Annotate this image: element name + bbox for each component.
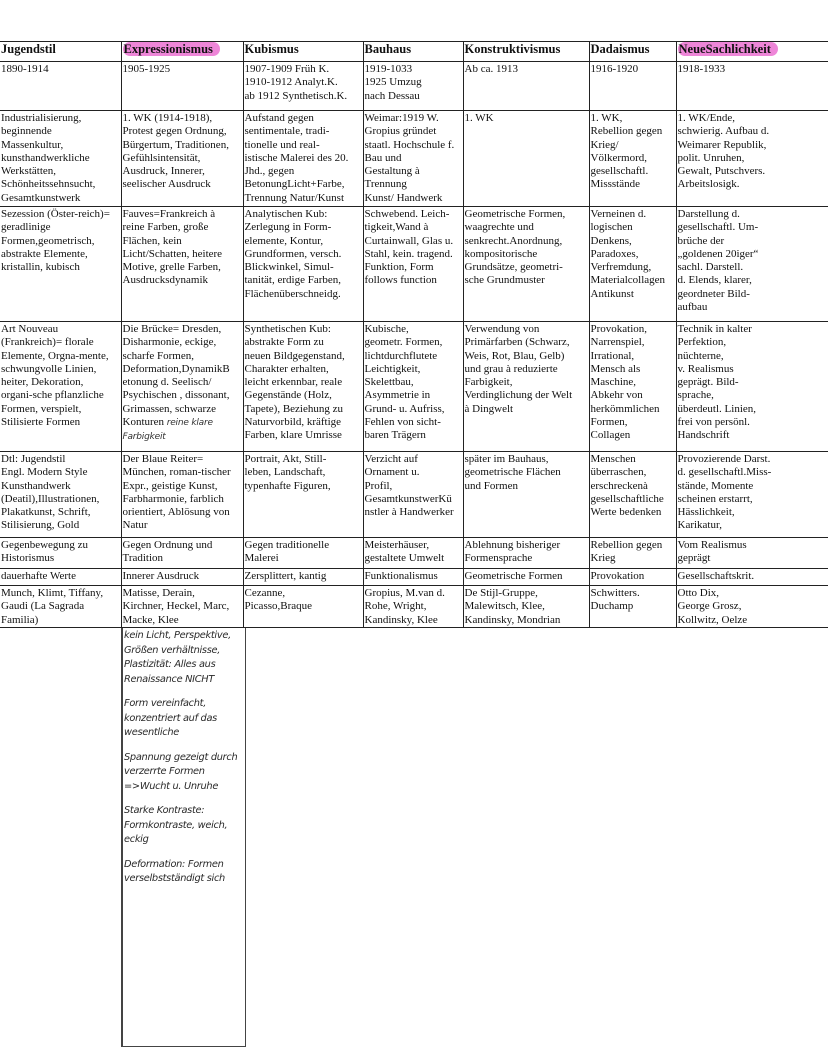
highlight-marker: Expressionismus	[123, 42, 220, 56]
header-bauhaus: Bauhaus	[363, 42, 463, 62]
header-kubismus: Kubismus	[243, 42, 363, 62]
row-dates	[0, 62, 828, 111]
table-cell: Portrait, Akt, Still- leben, Landschaft, typenhafte Figuren,	[243, 452, 363, 538]
table-cell: Rebellion gegen Krieg	[589, 538, 676, 569]
header-jugendstil: Jugendstil	[0, 42, 121, 62]
table-cell: 1. WK	[463, 111, 589, 207]
table-cell: 1918-1933	[676, 62, 828, 111]
table-cell: Provozierende Darst. d. gesellschaftl.Miss- stände, Momente scheinen erstarrt, Hässlichkeit, Karikatur,	[676, 452, 828, 538]
table-cell: Provokation	[589, 569, 676, 586]
table-cell: 1890-1914	[0, 62, 121, 111]
table-cell: Cezanne, Picasso,Braque	[243, 586, 363, 628]
table-cell: Geometrische Formen, waagrechte und senkrecht.Anordnung, kompositorische Grundsätze, geometri- sche Grundmuster	[463, 207, 589, 322]
table-cell: Ab ca. 1913	[463, 62, 589, 111]
table-cell: Technik in kalter Perfektion, nüchterne, v. Realismus geprägt. Bild- sprache, überdeutl. Linien, frei von persönl. Handschrift	[676, 322, 828, 452]
row-further-form	[0, 452, 828, 538]
table-cell: Darstellung d. gesellschaftl. Um- brüche der „goldenen 20iger“ sachl. Darstell. d. Elends, klarer, geordneter Bild- aufbau	[676, 207, 828, 322]
handwritten-note: Deformation: Formen verselbstständigt sich	[124, 858, 225, 884]
table-cell: Gegen traditionelle Malerei	[243, 538, 363, 569]
table-cell: Matisse, Derain, Kirchner, Heckel, Marc, Macke, Klee	[121, 586, 243, 628]
art-styles-sheet	[0, 41, 828, 628]
table-cell: Aufstand gegen sentimentale, tradi- tionelle und real- istische Malerei des 20. Jhd., gegen BetonungLicht+Farbe, Trennung Natur/Kunst	[243, 111, 363, 207]
table-cell: Dtl: Jugendstil Engl. Modern Style Kunsthandwerk (Deatil),Illustrationen, Plakatkunst, Schrift, Stilisierung, Gold	[0, 452, 121, 538]
handwritten-note: Form vereinfacht, konzentriert auf das wesentliche	[124, 698, 217, 738]
highlight-marker: NeueSachlichkeit	[678, 42, 778, 56]
table-cell: Schwitters. Duchamp	[589, 586, 676, 628]
table-cell: Verwendung von Primärfarben (Schwarz, Weis, Rot, Blau, Gelb) und grau à reduzierte Farbigkeit, Verdinglichung der Welt à Dingwelt	[463, 322, 589, 452]
header-expressionismus	[121, 42, 243, 62]
table-cell: Menschen überraschen, erschreckenà gesellschaftliche Werte bedenken	[589, 452, 676, 538]
table-cell: Innerer Ausdruck	[121, 569, 243, 586]
row-opposition	[0, 538, 828, 569]
art-movements-table	[0, 41, 828, 628]
table-cell: 1. WK, Rebellion gegen Krieg/ Völkermord, gesellschaftl. Missstände	[589, 111, 676, 207]
header-dadaismus: Dadaismus	[589, 42, 676, 62]
table-cell: Analytischen Kub: Zerlegung in Form- elemente, Kontur, Grundformen, versch. Blickwinkel, Simul- tanität, erdige Farben, Flächenüberschneidg.	[243, 207, 363, 322]
table-cell: Gegen Ordnung und Tradition	[121, 538, 243, 569]
table-cell: 1905-1925	[121, 62, 243, 111]
table-cell: Ablehnung bisheriger Formensprache	[463, 538, 589, 569]
header-row	[0, 42, 828, 62]
table-cell: Gegenbewegung zu Historismus	[0, 538, 121, 569]
table-cell: Industrialisierung, beginnende Massenkultur, kunsthandwerkliche Werkstätten, Schönheitssehnsucht, Gesamtkunstwerk	[0, 111, 121, 207]
table-cell: 1916-1920	[589, 62, 676, 111]
table-cell: Vom Realismus geprägt	[676, 538, 828, 569]
table-cell: Die Brücke= Dresden, Disharmonie, eckige, scharfe Formen, Deformation,DynamikB etonung d. Seelisch/ Psychischen , dissonant, Grimassen, schwarze Konturen reine klare Farbigkeit	[121, 322, 243, 452]
table-cell: 1. WK (1914-1918), Protest gegen Ordnung, Bürgertum, Traditionen, Gefühlsintensität, Ausdruck, Innerer, seelischer Ausdruck	[121, 111, 243, 207]
header-neue-sachlichkeit	[676, 42, 828, 62]
row-background	[0, 111, 828, 207]
table-cell: Sezession (Öster-reich)= geradlinige Formen,geometrisch, abstrakte Elemente, kristallin, kubisch	[0, 207, 121, 322]
table-cell: 1919-1033 1925 Umzug nach Dessau	[363, 62, 463, 111]
table-cell: Provokation, Narrenspiel, Irrational, Mensch als Maschine, Abkehr von herkömmlichen Formen, Collagen	[589, 322, 676, 452]
handwritten-notes	[124, 629, 244, 897]
table-cell: Geometrische Formen	[463, 569, 589, 586]
table-cell: 1. WK/Ende, schwierig. Aufbau d. Weimarer Republik, polit. Unruhen, Gewalt, Putschvers. Arbeitslosigk.	[676, 111, 828, 207]
table-cell: 1907-1909 Früh K. 1910-1912 Analyt.K. ab 1912 Synthetisch.K.	[243, 62, 363, 111]
table-cell: Art Nouveau (Frankreich)= florale Elemente, Orgna-mente, schwungvolle Linien, heiter, Dekoration, organi-sche pflanzliche Formen, verspielt, Stilisierte Formen	[0, 322, 121, 452]
handwritten-note: Starke Kontraste: Formkontraste, weich, eckig	[124, 805, 228, 845]
table-cell: Schwebend. Leich- tigkeit,Wand à Curtainwall, Glas u. Stahl, kein. tragend. Funktion, Form follows function	[363, 207, 463, 322]
table-cell: Synthetischen Kub: abstrakte Form zu neuen Bildgegenstand, Charakter erhalten, leicht erkennbar, reale Gegenstände (Holz, Tapete), Beziehung zu Naturvorbild, kräftige Farben, klare Umrisse	[243, 322, 363, 452]
table-cell: De Stijl-Gruppe, Malewitsch, Klee, Kandinsky, Mondrian	[463, 586, 589, 628]
table-cell: Munch, Klimt, Tiffany, Gaudi (La Sagrada Familia)	[0, 586, 121, 628]
table-cell: Der Blaue Reiter= München, roman-tischer Expr., geistige Kunst, Farbharmonie, farblich orientiert, Ablösung von Natur	[121, 452, 243, 538]
row-keyword	[0, 569, 828, 586]
table-cell: Funktionalismus	[363, 569, 463, 586]
table-cell: dauerhafte Werte	[0, 569, 121, 586]
row-artists	[0, 586, 828, 628]
handwritten-note: kein Licht, Perspektive, Größen verhältnisse, Plastizität: Alles aus Renaissance NICHT	[124, 630, 231, 685]
table-cell: Gesellschaftskrit.	[676, 569, 828, 586]
table-cell: Zersplittert, kantig	[243, 569, 363, 586]
table-cell: Fauves=Frankreich à reine Farben, große Flächen, kein Licht/Schatten, heitere Motive, grelle Farben, Ausdrucksdynamik	[121, 207, 243, 322]
handwritten-note: Spannung gezeigt durch verzerrte Formen =>Wucht u. Unruhe	[124, 751, 238, 792]
table-cell: später im Bauhaus, geometrische Flächen und Formen	[463, 452, 589, 538]
row-main-form	[0, 322, 828, 452]
header-konstruktivismus: Konstruktivismus	[463, 42, 589, 62]
table-cell: Otto Dix, George Grosz, Kollwitz, Oelze	[676, 586, 828, 628]
table-cell: Kubische, geometr. Formen, lichtdurchflutete Leichtigkeit, Skelettbau, Asymmetrie in Grund- u. Aufriss, Fehlen von sicht- baren Trägern	[363, 322, 463, 452]
table-cell: Weimar:1919 W. Gropius gründet staatl. Hochschule f. Bau und Gestaltung à Trennung Kunst/ Handwerk	[363, 111, 463, 207]
table-cell: Verneinen d. logischen Denkens, Paradoxes, Verfremdung, Materialcollagen Antikunst	[589, 207, 676, 322]
row-early-form	[0, 207, 828, 322]
table-cell: Verzicht auf Ornament u. Profil, GesamtkunstwerKü nstler à Handwerker	[363, 452, 463, 538]
table-cell: Meisterhäuser, gestaltete Umwelt	[363, 538, 463, 569]
handwritten-annotation: reine klare Farbigkeit	[122, 418, 213, 443]
table-cell: Gropius, M.van d. Rohe, Wright, Kandinsky, Klee	[363, 586, 463, 628]
